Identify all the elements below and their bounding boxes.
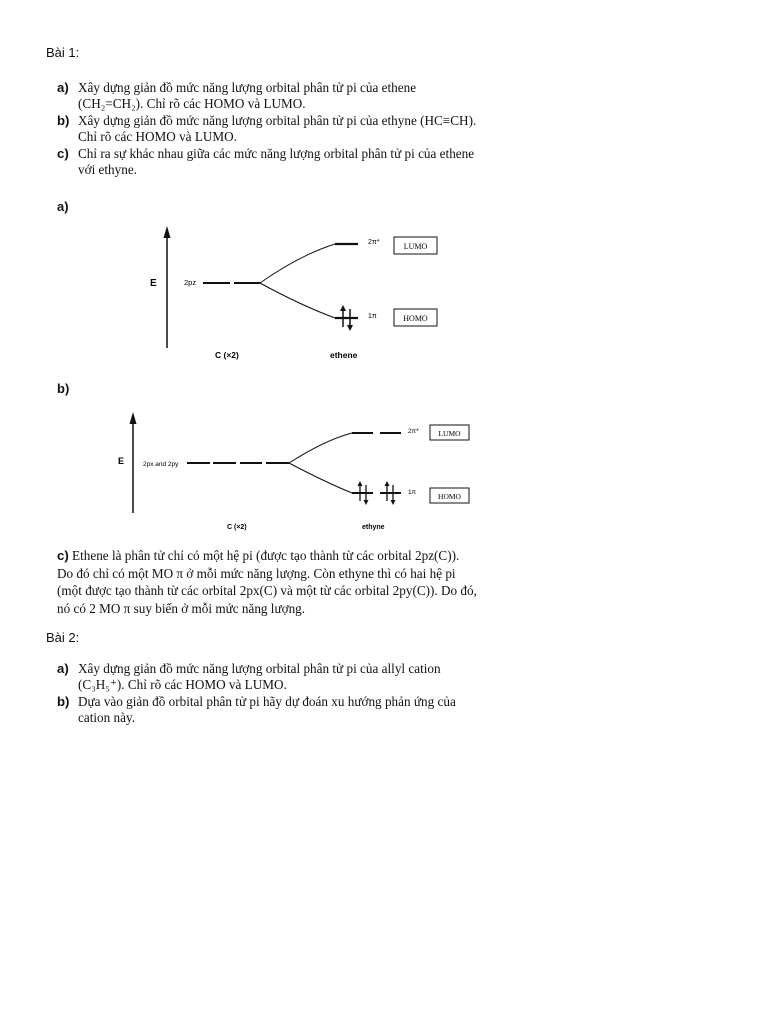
item-line2: Chỉ rõ các HOMO và LUMO.: [78, 129, 237, 144]
mo-caption: ethyne: [362, 524, 385, 531]
answer-line2: Do đó chỉ có một MO π ở mỗi mức năng lượng. Còn ethyne thì có hai hệ pi: [57, 565, 456, 581]
bai2-item-a: [57, 661, 537, 693]
ao-caption: C (×2): [227, 524, 247, 531]
item-line1: Xây dựng giản đồ mức năng lượng orbital phân tử pi của ethyne (HC≡CH).: [78, 113, 477, 128]
item-marker: c): [57, 146, 69, 161]
diagram-a-label: a): [57, 199, 69, 214]
bai2-item-b: [57, 694, 537, 726]
answer-line3: (một được tạo thành từ các orbital 2px(C) và một từ các orbital 2py(C)). Do đó,: [57, 583, 477, 598]
ao-caption: C (×2): [215, 350, 239, 360]
pi-label: 1π: [408, 489, 417, 496]
item-line1: Chỉ ra sự khác nhau giữa các mức năng lượng orbital phân tử pi của ethene: [78, 146, 475, 161]
energy-axis-label: E: [118, 456, 125, 466]
lumo-label: LUMO: [438, 429, 461, 438]
spin-down-arrowhead: [391, 500, 396, 505]
item-line1: Xây dựng giản đồ mức năng lượng orbital phân tử pi của allyl cation: [78, 661, 441, 676]
spin-up-arrowhead: [385, 481, 390, 486]
pi-label: 1π: [368, 313, 377, 320]
bai1-heading: Bài 1:: [46, 45, 80, 60]
ao-label: 2px and 2py: [143, 461, 179, 468]
energy-axis-arrow: [130, 412, 137, 424]
correlation-line-down: [289, 463, 352, 493]
bai2-heading: Bài 2:: [46, 630, 80, 645]
item-line2: cation này.: [78, 710, 135, 725]
energy-axis-label: E: [150, 278, 157, 289]
mo-caption: ethene: [330, 350, 358, 360]
answer-c: [57, 547, 532, 617]
item-marker: a): [57, 80, 69, 95]
homo-label: HOMO: [403, 314, 428, 323]
answer-marker: c): [57, 548, 69, 563]
lumo-label: LUMO: [403, 242, 428, 251]
item-marker: a): [57, 661, 69, 676]
answer-line1: Ethene là phân tử chỉ có một hệ pi (được tạo thành từ các orbital 2pz(C)).: [72, 548, 460, 563]
answer-line4: nó có 2 MO π suy biến ở mỗi mức năng lượng.: [57, 600, 306, 616]
spin-down-arrowhead: [364, 500, 369, 505]
item-line1: Dựa vào giản đồ orbital phân tử pi hãy dự đoán xu hướng phản ứng của: [78, 694, 456, 709]
item-line1: Xây dựng giản đồ mức năng lượng orbital phân tử pi của ethene: [78, 80, 417, 95]
item-line2: (C₃H₅⁺). Chỉ rõ các HOMO và LUMO.: [78, 677, 287, 692]
item-marker: b): [57, 113, 70, 128]
pi-star-label: 2π*: [368, 239, 380, 246]
correlation-line-up: [289, 433, 352, 463]
spin-up-arrowhead: [358, 481, 363, 486]
diagram-b-label: b): [57, 381, 70, 396]
item-marker: b): [57, 694, 70, 709]
homo-label: HOMO: [438, 492, 461, 501]
item-line2: (CH₂=CH₂). Chỉ rõ các HOMO và LUMO.: [78, 96, 306, 111]
ao-label: 2pz: [184, 278, 197, 287]
item-line2: với ethyne.: [78, 162, 137, 177]
pi-star-label: 2π*: [408, 428, 419, 435]
